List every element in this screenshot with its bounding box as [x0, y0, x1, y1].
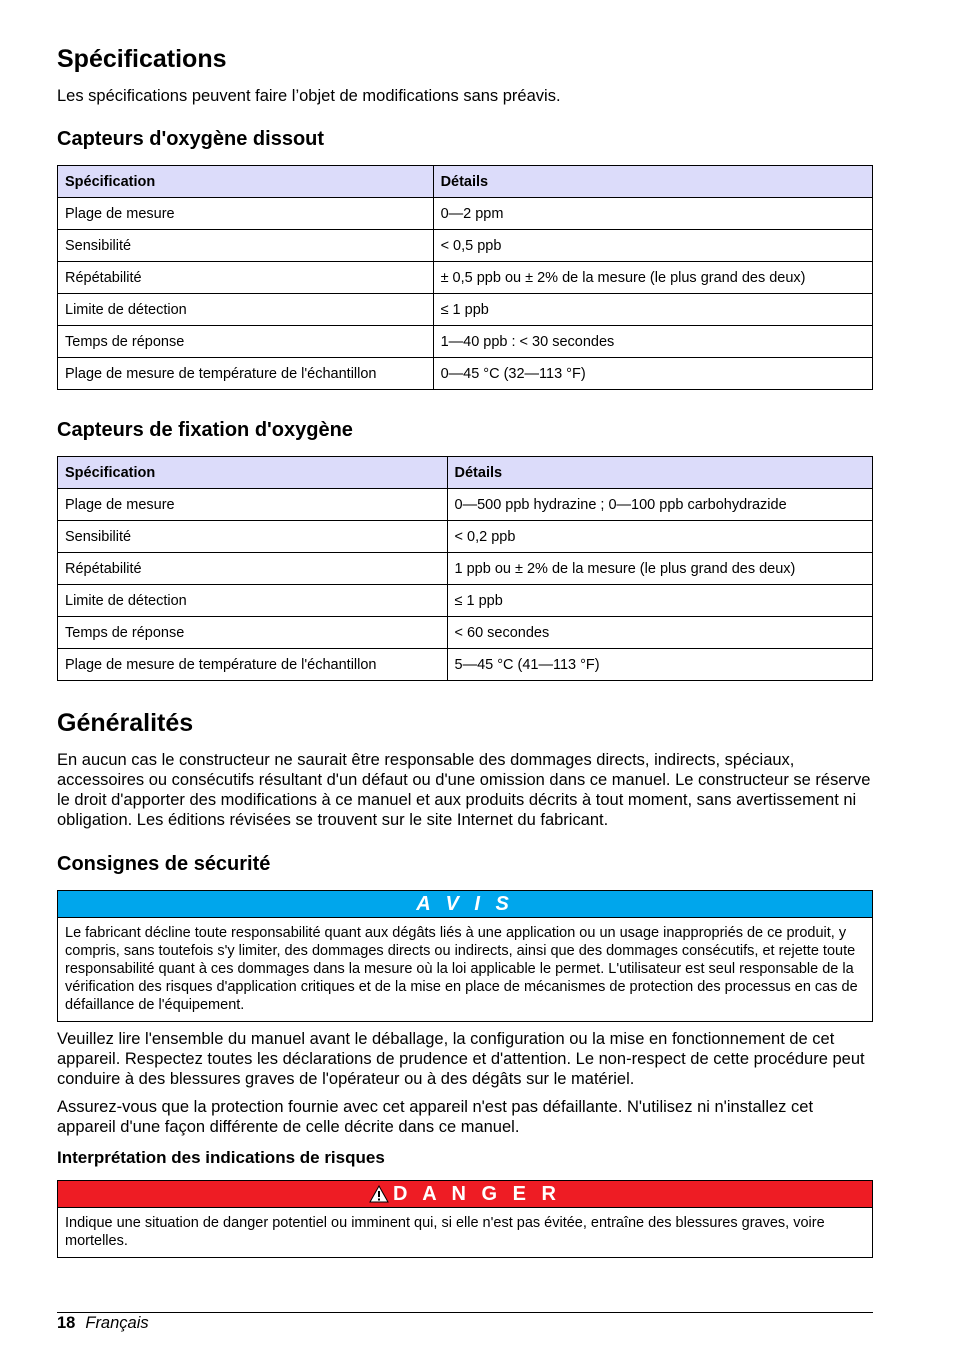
table-row: [58, 358, 873, 390]
notice-text: Le fabricant décline toute responsabilité quant aux dégâts liés à une application ou un usage inappropriés de ce produit, y compris, sans toutefois s'y limiter, des dommages directs ou indirects, ainsi que des dommages consécutifs, et rejette toute responsabilité quant à ces dommages dans la mesure où la loi applicable le permet. L'utilisateur est seul responsable de la vérification des risques d'application critiques et de la mise en place de mécanismes de protection des processus en cas de défaillance de l'équipement.: [65, 925, 858, 1013]
table-row: [58, 198, 873, 230]
table-row: [58, 230, 873, 262]
table-row: [58, 617, 873, 649]
notice-label: A V I S: [58, 891, 872, 918]
details-cell: < 0,2 ppb: [447, 521, 872, 553]
general-text: En aucun cas le constructeur ne saurait être responsable des dommages directs, indirects, spéciaux, accessoires ou consécutifs résultant d'un défaut ou d'une omission dans ce manuel. Le constructeur se réserve le droit d'apporter des modifications à ce manuel et aux produits décrits à tout moment, sans avertissement ni obligation. Les éditions révisées se trouvent sur le site Internet du fabricant.: [57, 751, 871, 829]
spec-cell: Temps de réponse: [58, 326, 434, 358]
table-row: [58, 553, 873, 585]
spec-cell: Répétabilité: [58, 553, 448, 585]
hazard-heading: Interprétation des indications de risques: [57, 1148, 385, 1167]
spec-cell: Plage de mesure de température de l'échantillon: [58, 649, 448, 681]
spec-cell: Répétabilité: [58, 262, 434, 294]
danger-text: Indique une situation de danger potentiel ou imminent qui, si elle n'est pas évitée, entraîne des blessures graves, voire mortelles.: [65, 1215, 825, 1249]
spec-cell: Plage de mesure: [58, 198, 434, 230]
oxygen-scavenger-heading: Capteurs de fixation d'oxygène: [57, 419, 353, 441]
details-cell: 1 ppb ou ± 2% de la mesure (le plus grand des deux): [447, 553, 872, 585]
header-specification: Spécification: [58, 166, 434, 198]
safety-heading: Consignes de sécurité: [57, 853, 271, 875]
header-specification: Spécification: [58, 457, 448, 489]
table-row: [58, 489, 873, 521]
spec-cell: Limite de détection: [58, 585, 448, 617]
safety-paragraph-2: Assurez-vous que la protection fournie avec cet appareil n'est pas défaillante. N'utilisez ni n'installez cet appareil d'une façon différente de celle décrite dans ce manuel.: [57, 1098, 814, 1136]
warning-triangle-icon: [369, 1185, 389, 1203]
header-details: Détails: [447, 457, 872, 489]
table-row: [58, 326, 873, 358]
spec-cell: Limite de détection: [58, 294, 434, 326]
table-header-row: [58, 166, 873, 198]
specifications-intro: Les spécifications peuvent faire l’objet de modifications sans préavis.: [57, 87, 561, 105]
danger-label: D A N G E R: [393, 1182, 561, 1205]
spec-cell: Temps de réponse: [58, 617, 448, 649]
dissolved-oxygen-heading: Capteurs d'oxygène dissout: [57, 128, 325, 150]
table-row: [58, 649, 873, 681]
spec-cell: Sensibilité: [58, 230, 434, 262]
details-cell: ≤ 1 ppb: [447, 585, 872, 617]
danger-box: [57, 1180, 873, 1258]
details-cell: ± 0,5 ppb ou ± 2% de la mesure (le plus grand des deux): [433, 262, 872, 294]
table-row: [58, 521, 873, 553]
footer-language: Français: [85, 1314, 149, 1332]
table-row: [58, 294, 873, 326]
details-cell: < 0,5 ppb: [433, 230, 872, 262]
dissolved-oxygen-table: [57, 165, 873, 390]
notice-box: [57, 890, 873, 1022]
details-cell: 1—40 ppb : < 30 secondes: [433, 326, 872, 358]
details-cell: 0—45 °C (32—113 °F): [433, 358, 872, 390]
table-row: [58, 585, 873, 617]
general-heading: Généralités: [57, 709, 194, 737]
spec-cell: Plage de mesure de température de l'échantillon: [58, 358, 434, 390]
details-cell: < 60 secondes: [447, 617, 872, 649]
spec-cell: Sensibilité: [58, 521, 448, 553]
specifications-heading: Spécifications: [57, 45, 227, 73]
safety-paragraph-1: Veuillez lire l'ensemble du manuel avant le déballage, la configuration ou la mise en fonctionnement de cet appareil. Respectez toutes les déclarations de prudence et d'attention. Le non-respect de cette procédure peut conduire à des blessures graves de l'opérateur ou à des dégâts sur le matériel.: [57, 1030, 865, 1088]
table-header-row: [58, 457, 873, 489]
details-cell: 0—2 ppm: [433, 198, 872, 230]
details-cell: 0—500 ppb hydrazine ; 0—100 ppb carbohydrazide: [447, 489, 872, 521]
spec-cell: Plage de mesure: [58, 489, 448, 521]
page-number: 18: [57, 1314, 76, 1332]
danger-header: [58, 1181, 872, 1208]
details-cell: ≤ 1 ppb: [433, 294, 872, 326]
details-cell: 5—45 °C (41—113 °F): [447, 649, 872, 681]
page-footer: [57, 1312, 873, 1333]
oxygen-scavenger-table: [57, 456, 873, 681]
table-row: [58, 262, 873, 294]
header-details: Détails: [433, 166, 872, 198]
